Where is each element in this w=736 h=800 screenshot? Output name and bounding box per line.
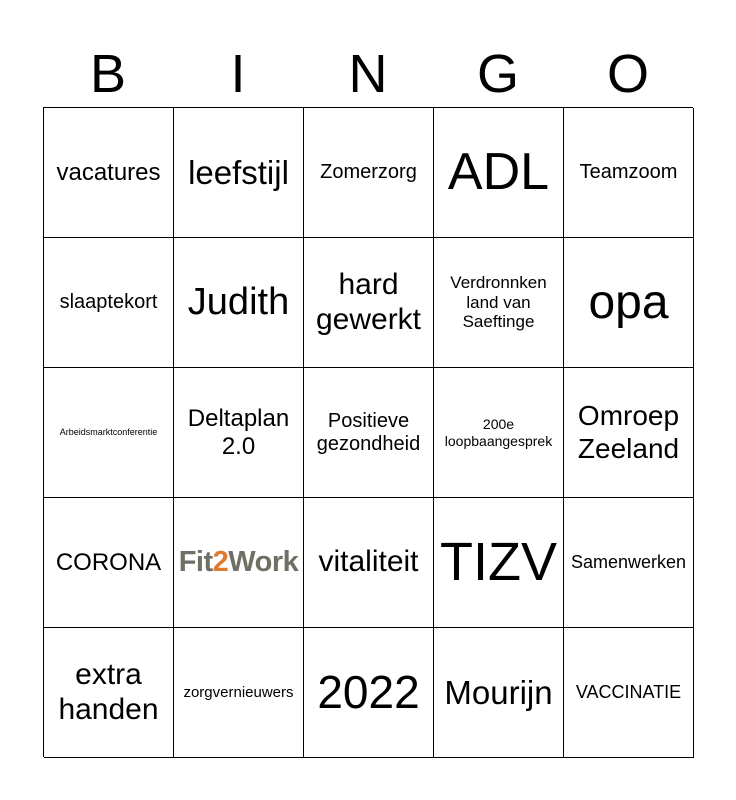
- bingo-cell[interactable]: Omroep Zeeland: [564, 368, 694, 498]
- bingo-cell[interactable]: Verdronnken land van Saeftinge: [434, 238, 564, 368]
- bingo-cell[interactable]: 200e loopbaangesprek: [434, 368, 564, 498]
- logo-text-2: 2: [212, 545, 229, 578]
- bingo-cell[interactable]: Samenwerken: [564, 498, 694, 628]
- header-letter-g: G: [476, 44, 519, 104]
- bingo-cell[interactable]: slaaptekort: [44, 238, 174, 368]
- fit2work-logo: [179, 546, 299, 579]
- bingo-cell[interactable]: vacatures: [44, 108, 174, 238]
- bingo-cell[interactable]: TIZV: [434, 498, 564, 628]
- header-letter-i: I: [230, 44, 246, 104]
- logo-text-fit: Fit: [178, 545, 213, 578]
- bingo-cell[interactable]: zorgvernieuwers: [174, 628, 304, 758]
- bingo-cell[interactable]: 2022: [304, 628, 434, 758]
- bingo-cell[interactable]: leefstijl: [174, 108, 304, 238]
- bingo-cell[interactable]: opa: [564, 238, 694, 368]
- bingo-cell[interactable]: extra handen: [44, 628, 174, 758]
- header-letter-b: B: [89, 44, 127, 104]
- bingo-cell[interactable]: Positieve gezondheid: [304, 368, 434, 498]
- bingo-cell[interactable]: Deltaplan 2.0: [174, 368, 304, 498]
- bingo-cell[interactable]: Arbeidsmarktconferentie: [44, 368, 174, 498]
- bingo-cell[interactable]: CORONA: [44, 498, 174, 628]
- header-letter-n: N: [348, 44, 388, 104]
- bingo-header: [43, 40, 693, 108]
- logo-text-work: Work: [228, 545, 299, 578]
- bingo-cell-logo[interactable]: [174, 498, 304, 628]
- header-letter-o: O: [606, 44, 649, 104]
- bingo-cell[interactable]: Teamzoom: [564, 108, 694, 238]
- bingo-cell[interactable]: hard gewerkt: [304, 238, 434, 368]
- bingo-cell[interactable]: ADL: [434, 108, 564, 238]
- bingo-cell[interactable]: Judith: [174, 238, 304, 368]
- bingo-cell[interactable]: Zomerzorg: [304, 108, 434, 238]
- bingo-cell[interactable]: vitaliteit: [304, 498, 434, 628]
- bingo-cell[interactable]: Mourijn: [434, 628, 564, 758]
- bingo-cell[interactable]: VACCINATIE: [564, 628, 694, 758]
- bingo-grid: [43, 107, 693, 757]
